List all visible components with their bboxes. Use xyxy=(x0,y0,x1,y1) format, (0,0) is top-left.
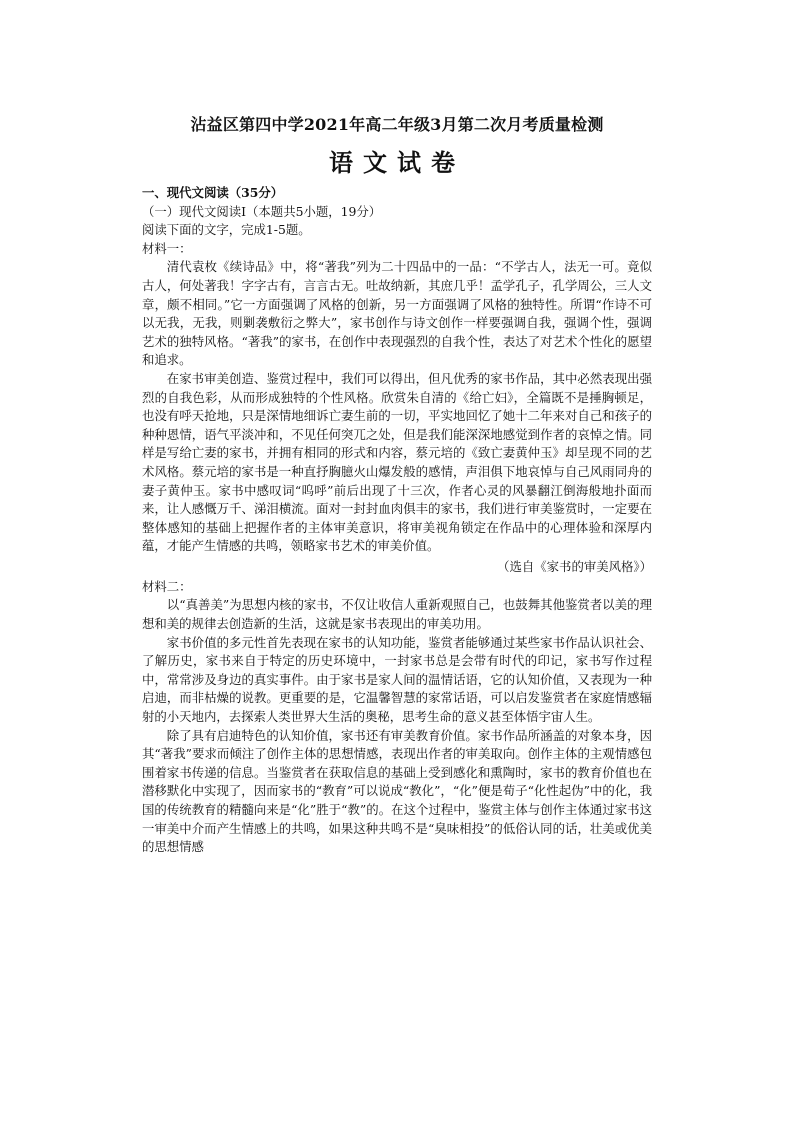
material1-paragraph: 清代袁枚《续诗品》中，将“著我”列为二十四品中的一品：“不学古人，法无一可。竟似古人，何处著我！字字古有，言言古无。吐故纳新，其庶几乎！孟学孔子，孔学周公，三人文章，颇不相同。”它一方面强调了风格的创新，另一方面强调了风格的独特性。所谓“作诗不可以无我，无我，则剿袭敷衍之弊大”，家书创作与诗文创作一样要强调自我，强调个性，强调艺术的独特风格。“著我”的家书，在创作中表现强烈的自我个性，表达了对艺术个性化的愿望和追求。 xyxy=(142,259,652,368)
section-subheading: （一）现代文阅读Ⅰ（本题共5小题，19分） xyxy=(142,203,382,219)
exam-title: 沾益区第四中学2021年高二年级3月第二次月考质量检测 xyxy=(190,115,604,134)
material2-paragraph: 除了具有启迪特色的认知价值，家书还有审美教育价值。家书作品所涵盖的对象本身，因其“著我”要求而倾注了创作主体的思想情感，表现出作者的审美取向。创作主体的主观情感包围着家书传递的信息。当鉴赏者在获取信息的基础上受到感化和熏陶时，家书的教育价值也在潜移默化中实现了，因而家书的“教育”可以说成“教化”，“化”便是荀子“化性起伪”中的化，我国的传统教育的精髓向来是“化”胜于“教”的。在这个过程中，鉴赏主体与创作主体通过家书这一审美中介而产生情感上的共鸣，如果这种共鸣不是“臭味相投”的低俗认同的话，壮美或优美的思想情感 xyxy=(142,727,652,855)
section-heading: 一、现代文阅读（35分） xyxy=(142,185,284,200)
material1-label: 材料一： xyxy=(142,240,192,256)
material2-paragraph: 家书价值的多元性首先表现在家书的认知功能，鉴赏者能够通过某些家书作品认识社会、了解历史，家书来自于特定的历史环境中，一封家书总是会带有时代的印记，家书写作过程中，常常涉及身边的真实事件。由于家书是家人间的温情话语，它的认知价值，又表现为一种启迪，而非枯燥的说教。更重要的是，它温馨智慧的家常话语，可以启发鉴赏者在家庭情感辐射的小天地内，去探索人类世界大生活的奥秘，思考生命的意义甚至体悟宇宙人生。 xyxy=(142,634,652,725)
material1-paragraph: 在家书审美创造、鉴赏过程中，我们可以得出，但凡优秀的家书作品，其中必然表现出强烈的自我色彩，从而形成独特的个性风格。欣赏朱自清的《给亡妇》，全篇既不是捶胸顿足，也没有呼天抢地，只是深情地细诉亡妻生前的一切，平实地回忆了她十二年来对自己和孩子的种种恩情，语气平淡冲和，不见任何突兀之处，但是我们能深深地感觉到作者的哀悼之情。同样是写给亡妻的家书，并拥有相同的形式和内容，蔡元培的《致亡妻黄仲玉》却呈现不同的艺术风格。蔡元培的家书是一种直抒胸臆火山爆发般的感情，声泪俱下地哀悼与自己风雨同舟的妻子黄仲玉。家书中感叹词“呜呼”前后出现了十三次，作者心灵的风暴翻江倒海般地扑面而来，让人感慨万千、涕泪横流。面对一封封血肉俱丰的家书，我们进行审美鉴赏时，一定要在整体感知的基础上把握作者的主体审美意识，将审美视角锁定在作品中的心理体验和深厚内蕴，才能产生情感的共鸣，领略家书艺术的审美价值。 xyxy=(142,370,652,554)
material2-label: 材料二： xyxy=(142,578,192,594)
material2-paragraph: 以“真善美”为思想内核的家书，不仅让收信人重新观照自己，也鼓舞其他鉴赏者以美的理想和美的规律去创造新的生活，这就是家书表现出的审美功用。 xyxy=(142,597,652,632)
section-instruction: 阅读下面的文字，完成1-5题。 xyxy=(142,222,311,238)
material1-source: （选自《家书的审美风格》） xyxy=(497,558,652,574)
exam-subtitle: 语文试卷 xyxy=(329,148,465,177)
